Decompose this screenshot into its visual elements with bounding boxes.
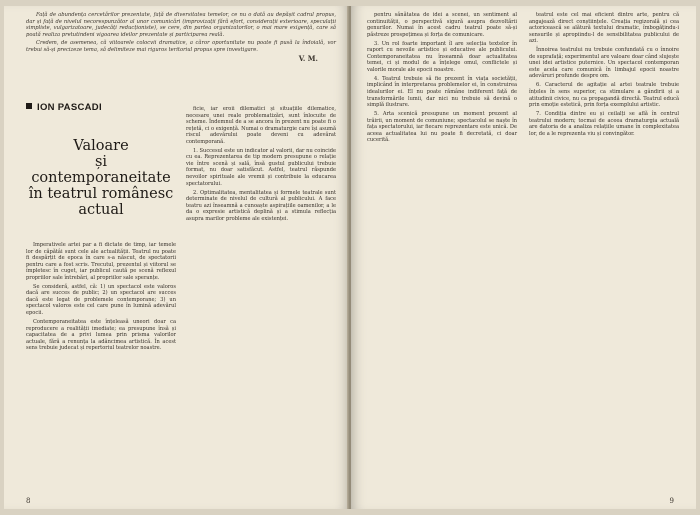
square-bullet-icon (26, 103, 32, 109)
title-line: și contemporaneitate (31, 154, 171, 186)
intro-paragraph: Credem, de asemenea, că viitoarele colocvii dramatice, a căror oportunitate nu poate fi pusă la îndoială, vor trebui să-și precizeze tema, să delimiteze mai riguros teritoriul propus spre investigare. (26, 40, 336, 53)
paragraph: 5. Arta scenică presupune un moment prezent al trăirii, un moment de comuniune; spectacolul se naște în fața spectatorului, iar fiecare reprezentare este unică. De aceea actualitatea lui nu poate fi decretată, ci doar cucerită. (367, 111, 517, 144)
author-name: ION PASCADI (37, 102, 102, 113)
paragraph: Imperativele artei par a fi dictate de timp, iar temele lor de căpătâi sunt cele ale actualității. Teatrul nu poate fi despărțit de epoca în care s-a născut, de spectatorii pentru care a fost scris. Trecutul, prezentul și viitorul se împletesc în cuget, iar publicul caută pe scenă reflexul propriilor sale întrebări, al propriilor sale speranțe. (26, 242, 176, 281)
column-4 (529, 12, 679, 140)
paragraph: 7. Condiția dintre eu și ceilalți se află în centrul teatrului modern; tocmai de aceea dramaturgia actuală are datoria de a analiza relațiile umane în complexitatea lor, de a le reprezenta viu și convingător. (529, 111, 679, 137)
paragraph: Înnoirea teatrului nu trebuie confundată cu o înnoire de suprafață; experimentul are valoare doar când slujește unei idei artistice puternice. Un spectacol contemporan este acela care comunică în limbajul epocii noastre adevăruri profunde despre om. (529, 47, 679, 80)
title-line: în teatrul românesc (28, 186, 174, 202)
paragraph: 2. Optimalitatea, mentalitatea și formele teatrale sunt determinate de nivelul de cultură al publicului. A face teatru azi înseamnă a cunoaște aspirațiile oamenilor, a le da o expresie artistică deplină și a stimula reflecția asupra marilor probleme ale existenței. (186, 189, 336, 222)
intro-paragraph: Față de abundența cercetărilor prezentate, față de diversitatea temelor, ce nu o dată au depășit cadrul propus, dar și față de nivelul necorespunzător al unor comunicări (improvizații fără efort, considerații exterioare, speculații simpliste, vulgarizatoare, judecăți reducționiste), se cere, din partea organizatorilor, o mai mare exigență, care să poată realiza pretutindeni vigoarea ideilor prezentate și participarea reală. (26, 12, 336, 38)
title-line: actual (78, 202, 124, 218)
paragraph: 6. Caracterul de agitație al artei teatrale trebuie înțeles în sens superior, ca stimulare a gândirii și a atitudinii civice, nu ca propagandă directă. Teatrul educă prin emoție estetică, prin forța exemplului artistic. (529, 82, 679, 109)
column-2 (186, 106, 336, 225)
column-1 (26, 242, 176, 354)
page-number-right: 9 (669, 497, 674, 505)
title-line: Valoare (73, 138, 129, 154)
column-3 (367, 12, 517, 146)
page-number-left: 8 (26, 497, 31, 505)
paragraph: pentru sănătatea de idei a scenei, un sentiment al continuității, o perspectivă sigură asupra dezvoltării genurilor. Numai în acest cadru teatrul poate să-și păstreze prospețimea și forța de comunicare. (367, 12, 517, 38)
article-author (26, 102, 102, 113)
intro-signature: V. M. (298, 53, 318, 63)
article-title (26, 138, 176, 218)
paragraph: 4. Teatrul trebuie să fie prezent în viața societății, implicând în interpretarea problemelor ei, în construirea idealurilor ei. El nu poate rămâne indiferent față de transformările lumii, dar nici nu trebuie să devină o simplă ilustrare. (367, 75, 517, 109)
editorial-intro (26, 12, 336, 62)
paragraph: Contemporaneitatea este înțeleasă uneori doar ca reproducere a realității imediate; ea presupune însă și capacitatea de a privi lumea prin prisma valorilor actuale, fără a renunța la adâncimea artistică. În acest sens trebuie judecat și repertoriul teatrelor noastre. (26, 319, 176, 352)
paragraph: ficie, iar eroii dilematici și situațiile dilematice, necesare unei reale problematizări, sunt înlocuite de scheme. Îndemnul de a se ancora în prezent nu poate fi o rețetă, ci o exigență. Numai o dramaturgie care își asumă riscul adevărului poate deveni cu adevărat contemporană. (186, 106, 336, 145)
paragraph: Se consideră, astfel, că: 1) un spectacol este valoros dacă are succes de public; 2) un spectacol are succes dacă este legat de problemele contemporane; 3) un spectacol valoros este cel care pune în lumină adevărul epocii. (26, 283, 176, 316)
paragraph: 3. Un rol foarte important îl are selecția textelor în raport cu nevoile artistice și educative ale publicului. Contemporaneitatea nu înseamnă doar actualitatea temei, ci și modul de a înțelege omul, conflictele și valorile morale ale epocii noastre. (367, 40, 517, 73)
paragraph: teatrul este cel mai eficient dintre arte, pentru că angajează direct conștiințele. Creația regizorală și cea actoricească se alătură textului dramatic, îmbogățindu-i sensurile și apropiindu-l de sensibilitatea publicului de azi. (529, 12, 679, 45)
left-page (4, 6, 349, 509)
paragraph: 1. Succesul este un indicator al valorii, dar nu coincide cu ea. Reprezentarea de tip modern presupune o relație vie între scenă și sală, însă gustul publicului trebuie format, nu doar satisfăcut. Astfel, teatrul răspunde nevoilor spirituale ale vremii și contribuie la educarea spectatorului. (186, 147, 336, 187)
right-page (351, 6, 696, 509)
